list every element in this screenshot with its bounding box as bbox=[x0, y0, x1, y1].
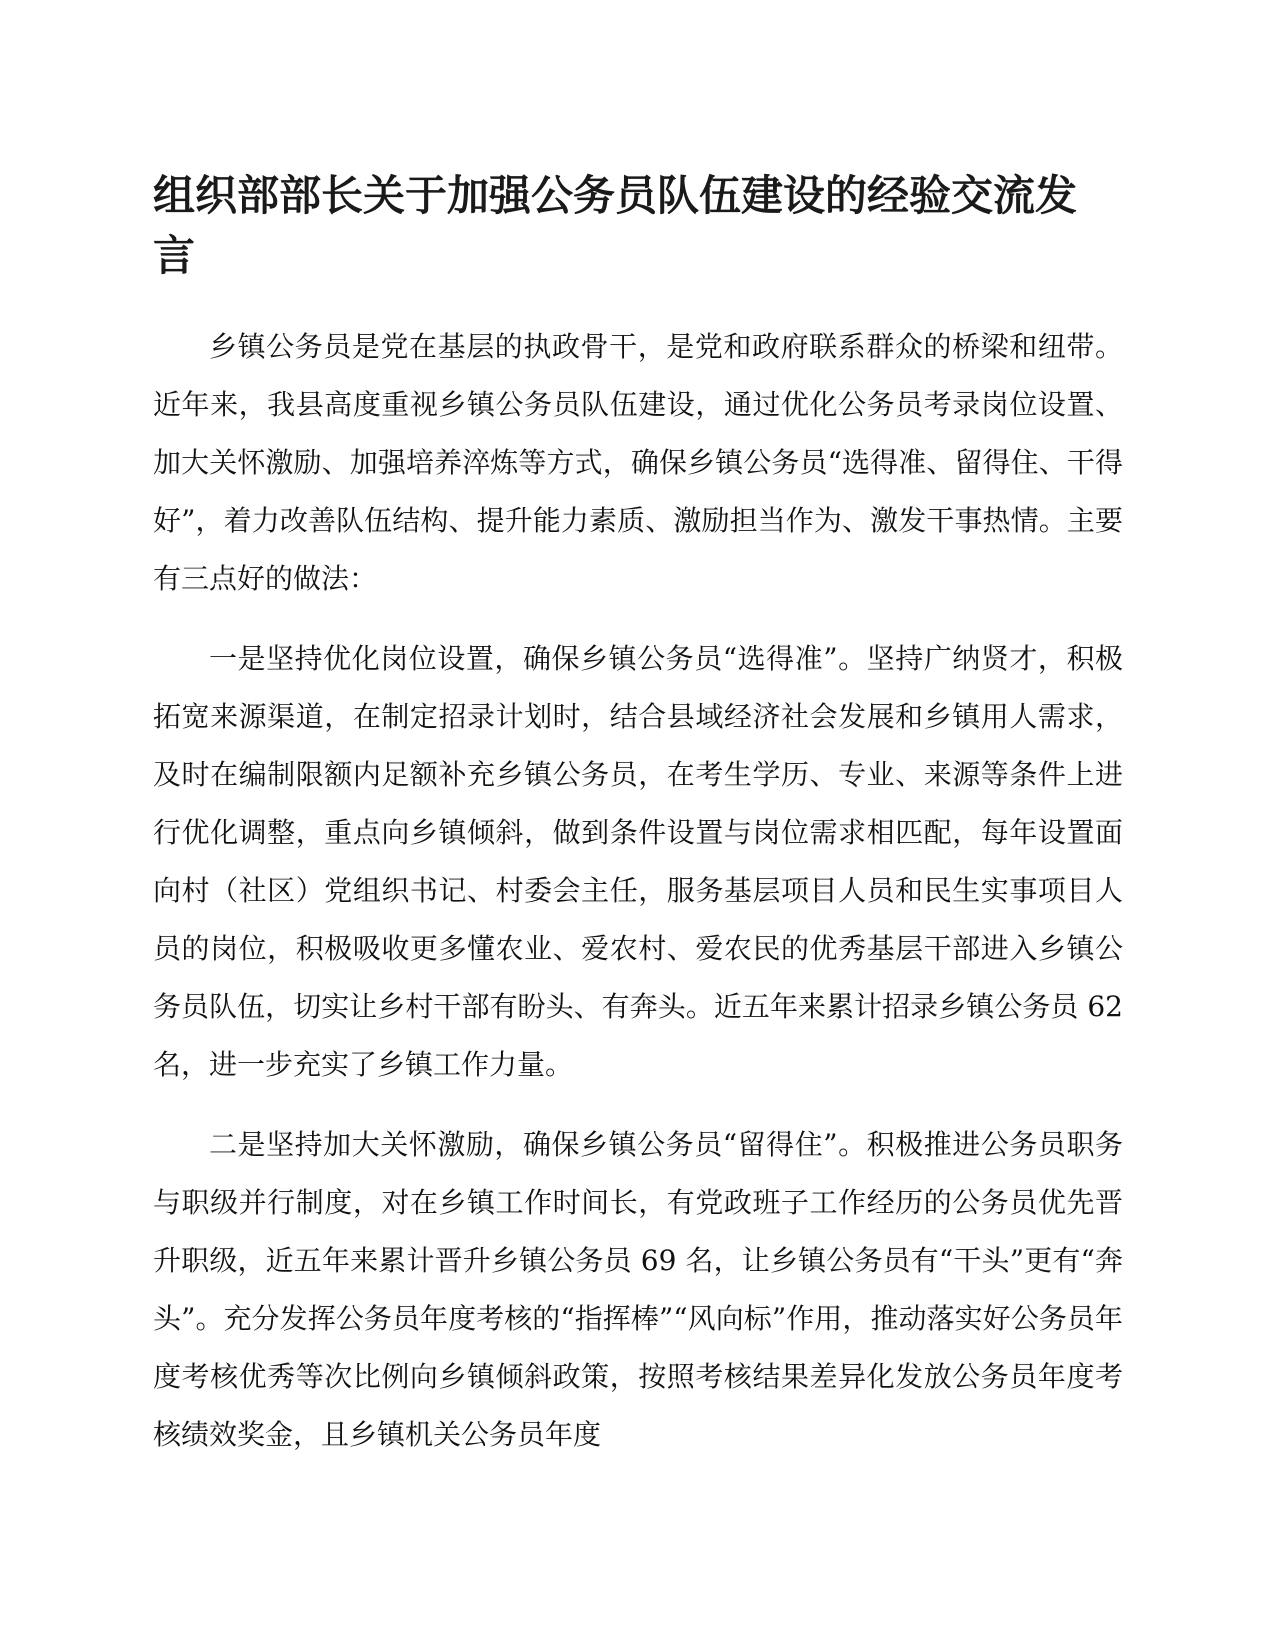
document-title: 组织部部长关于加强公务员队伍建设的经验交流发言 bbox=[153, 171, 1078, 280]
paragraph-point-two: 二是坚持加大关怀激励，确保乡镇公务员“留得住”。积极推进公务员职务与职级并行制度，对在乡镇工作时间长，有党政班子工作经历的公务员优先晋升职级，近五年来累计晋升乡镇公务员 69 名，让乡镇公务员有“干头”更有“奔头”。充分发挥公务员年度考核的“指挥棒”“风向标”作用，推动落实好公务员年度考核优秀等次比例向乡镇倾斜政策，按照考核结果差异化发放公务员年度考核绩效奖金，且乡镇机关公务员年度 bbox=[153, 1128, 1123, 1451]
paragraph-intro: 乡镇公务员是党在基层的执政骨干，是党和政府联系群众的桥梁和纽带。近年来，我县高度重视乡镇公务员队伍建设，通过优化公务员考录岗位设置、加大关怀激励、加强培养淬炼等方式，确保乡镇公务员“选得准、留得住、干得好”，着力改善队伍结构、提升能力素质、激励担当作为、激发干事热情。主要有三点好的做法： bbox=[153, 330, 1123, 595]
paragraph-point-one: 一是坚持优化岗位设置，确保乡镇公务员“选得准”。坚持广纳贤才，积极拓宽来源渠道，在制定招录计划时，结合县域经济社会发展和乡镇用人需求，及时在编制限额内足额补充乡镇公务员，在考生学历、专业、来源等条件上进行优化调整，重点向乡镇倾斜，做到条件设置与岗位需求相匹配，每年设置面向村（社区）党组织书记、村委会主任，服务基层项目人员和民生实事项目人员的岗位，积极吸收更多懂农业、爱农村、爱农民的优秀基层干部进入乡镇公务员队伍，切实让乡村干部有盼头、有奔头。近五年来累计招录乡镇公务员 62 名，进一步充实了乡镇工作力量。 bbox=[153, 642, 1123, 1081]
document-body bbox=[153, 318, 1123, 1486]
